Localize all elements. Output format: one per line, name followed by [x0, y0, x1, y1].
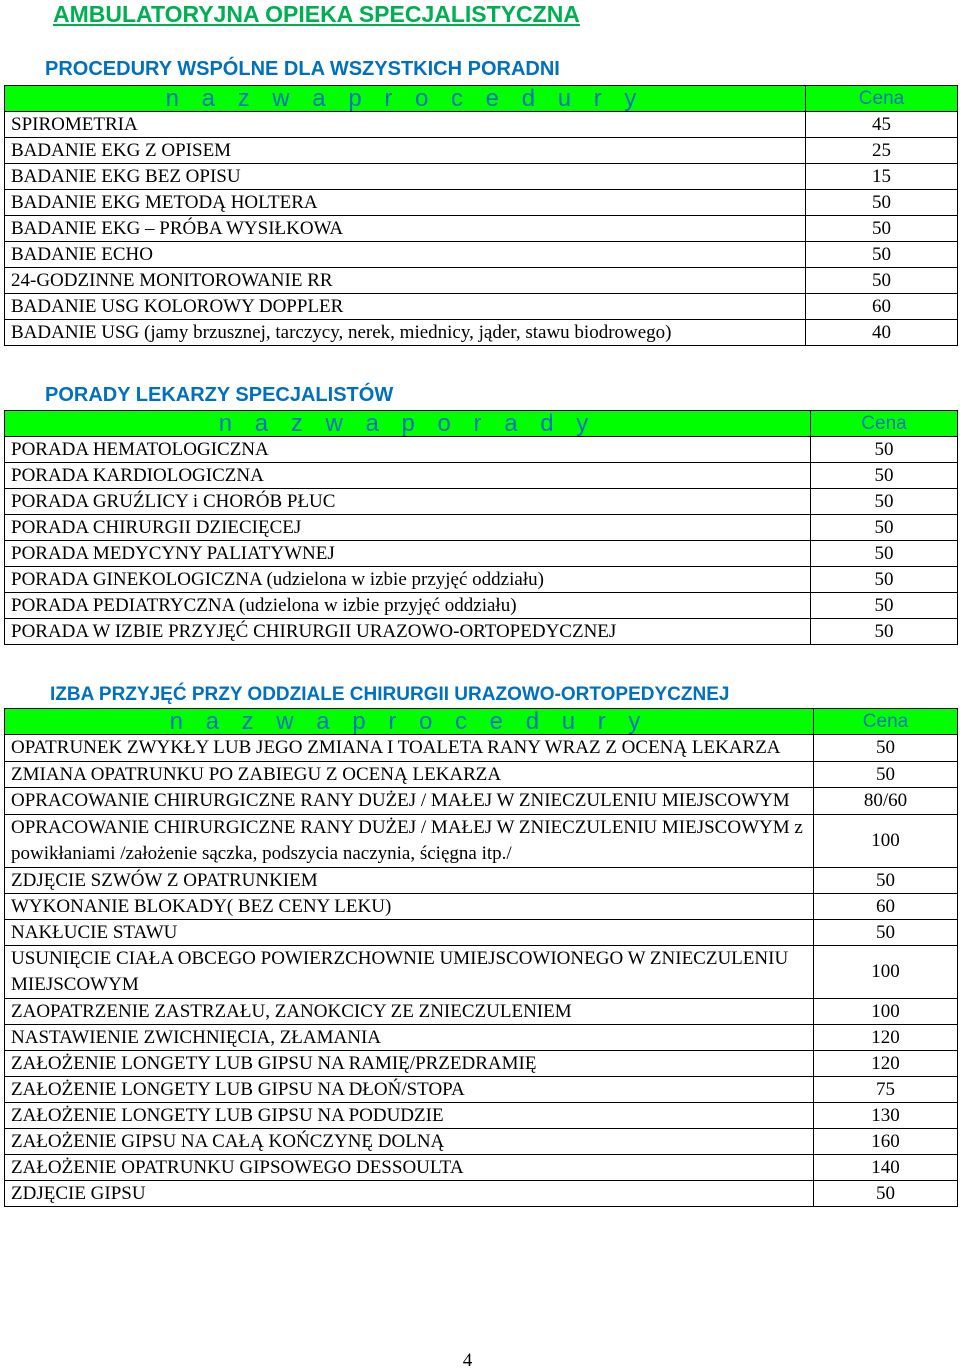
item-price: 15	[806, 164, 958, 190]
item-price: 40	[806, 320, 958, 346]
table-row	[5, 216, 958, 242]
table-row	[5, 1155, 958, 1181]
item-name: PORADA KARDIOLOGICZNA	[5, 463, 811, 489]
table-row	[5, 946, 958, 999]
item-price: 50	[811, 593, 958, 619]
header-procedure-name: n a z w a p r o c e d u r y	[5, 86, 806, 112]
item-price: 45	[806, 112, 958, 138]
item-name: OPRACOWANIE CHIRURGICZNE RANY DUŻEJ / MAŁEJ W ZNIECZULENIU MIEJSCOWYM	[5, 788, 814, 815]
table-row	[5, 815, 958, 868]
item-name: NAKŁUCIE STAWU	[5, 920, 814, 946]
section-title-common-procedures: PROCEDURY WSPÓLNE DLA WSZYSTKICH PORADNI	[45, 58, 560, 80]
item-name: PORADA CHIRURGII DZIECIĘCEJ	[5, 515, 811, 541]
item-price: 50	[814, 868, 958, 894]
table-row	[5, 190, 958, 216]
item-price: 50	[811, 567, 958, 593]
item-name: USUNIĘCIE CIAŁA OBCEGO POWIERZCHOWNIE UMIEJSCOWIONEGO W ZNIECZULENIU MIEJSCOWYM	[5, 946, 814, 999]
item-name: ZAOPATRZENIE ZASTRZAŁU, ZANOKCICY ZE ZNIECZULENIEM	[5, 999, 814, 1025]
item-price: 160	[814, 1129, 958, 1155]
table-row	[5, 1025, 958, 1051]
table-row	[5, 593, 958, 619]
table-row	[5, 437, 958, 463]
table-row	[5, 735, 958, 762]
item-price: 75	[814, 1077, 958, 1103]
item-name: ZAŁOŻENIE LONGETY LUB GIPSU NA PODUDZIE	[5, 1103, 814, 1129]
item-name: BADANIE USG KOLOROWY DOPPLER	[5, 294, 806, 320]
item-name: ZDJĘCIE SZWÓW Z OPATRUNKIEM	[5, 868, 814, 894]
table-header-row	[5, 411, 958, 437]
item-name: PORADA GINEKOLOGICZNA (udzielona w izbie przyjęć oddziału)	[5, 567, 811, 593]
table-row	[5, 268, 958, 294]
table-row	[5, 788, 958, 815]
table-row	[5, 762, 958, 788]
item-price: 50	[814, 762, 958, 788]
item-price: 140	[814, 1155, 958, 1181]
item-name: SPIROMETRIA	[5, 112, 806, 138]
item-price: 50	[814, 735, 958, 762]
item-price: 50	[811, 489, 958, 515]
item-price: 100	[814, 999, 958, 1025]
table-row	[5, 164, 958, 190]
table-row	[5, 1181, 958, 1207]
item-price: 80/60	[814, 788, 958, 815]
item-name: PORADA W IZBIE PRZYJĘĆ CHIRURGII URAZOWO-ORTOPEDYCZNEJ	[5, 619, 811, 645]
item-price: 120	[814, 1051, 958, 1077]
header-price: Cena	[811, 411, 958, 437]
item-price: 50	[811, 515, 958, 541]
item-name: PORADA GRUŹLICY i CHORÓB PŁUC	[5, 489, 811, 515]
item-name: ZAŁOŻENIE GIPSU NA CAŁĄ KOŃCZYNĘ DOLNĄ	[5, 1129, 814, 1155]
item-name: ZAŁOŻENIE LONGETY LUB GIPSU NA RAMIĘ/PRZEDRAMIĘ	[5, 1051, 814, 1077]
item-price: 50	[806, 268, 958, 294]
item-name: PORADA HEMATOLOGICZNA	[5, 437, 811, 463]
table-row	[5, 242, 958, 268]
table-row	[5, 619, 958, 645]
table-row	[5, 1103, 958, 1129]
item-price: 100	[814, 946, 958, 999]
item-name: ZDJĘCIE GIPSU	[5, 1181, 814, 1207]
specialist-consultations-table	[4, 410, 958, 645]
table-row	[5, 489, 958, 515]
item-name: OPATRUNEK ZWYKŁY LUB JEGO ZMIANA I TOALETA RANY WRAZ Z OCENĄ LEKARZA	[5, 735, 814, 762]
item-price: 25	[806, 138, 958, 164]
item-price: 130	[814, 1103, 958, 1129]
item-name: 24-GODZINNE MONITOROWANIE RR	[5, 268, 806, 294]
table-row	[5, 138, 958, 164]
section-title-emergency-room: IZBA PRZYJĘĆ PRZY ODDZIALE CHIRURGII URAZOWO-ORTOPEDYCZNEJ	[50, 684, 730, 705]
item-price: 50	[814, 920, 958, 946]
item-price: 50	[814, 1181, 958, 1207]
table-row	[5, 868, 958, 894]
item-name: WYKONANIE BLOKADY( BEZ CENY LEKU)	[5, 894, 814, 920]
section-title-specialist-consultations: PORADY LEKARZY SPECJALISTÓW	[45, 384, 394, 406]
item-name: BADANIE ECHO	[5, 242, 806, 268]
item-name: BADANIE EKG Z OPISEM	[5, 138, 806, 164]
header-price: Cena	[806, 86, 958, 112]
item-name: PORADA PEDIATRYCZNA (udzielona w izbie przyjęć oddziału)	[5, 593, 811, 619]
item-name: ZAŁOŻENIE OPATRUNKU GIPSOWEGO DESSOULTA	[5, 1155, 814, 1181]
item-price: 100	[814, 815, 958, 868]
item-name: BADANIE EKG – PRÓBA WYSIŁKOWA	[5, 216, 806, 242]
header-consultation-name: n a z w a p o r a d y	[5, 411, 811, 437]
item-name: ZAŁOŻENIE LONGETY LUB GIPSU NA DŁOŃ/STOPA	[5, 1077, 814, 1103]
item-name: BADANIE EKG METODĄ HOLTERA	[5, 190, 806, 216]
table-row	[5, 463, 958, 489]
page-title: AMBULATORYJNA OPIEKA SPECJALISTYCZNA	[53, 1, 580, 27]
item-price: 120	[814, 1025, 958, 1051]
item-name: ZMIANA OPATRUNKU PO ZABIEGU Z OCENĄ LEKARZA	[5, 762, 814, 788]
item-name: BADANIE EKG BEZ OPISU	[5, 164, 806, 190]
emergency-room-table	[4, 708, 958, 1207]
item-price: 50	[806, 190, 958, 216]
item-price: 50	[806, 242, 958, 268]
table-row	[5, 894, 958, 920]
header-price: Cena	[814, 709, 958, 735]
table-row	[5, 112, 958, 138]
item-price: 50	[811, 619, 958, 645]
item-price: 60	[806, 294, 958, 320]
table-header-row	[5, 709, 958, 735]
table-row	[5, 1077, 958, 1103]
table-row	[5, 320, 958, 346]
item-name: OPRACOWANIE CHIRURGICZNE RANY DUŻEJ / MAŁEJ W ZNIECZULENIU MIEJSCOWYM z powikłaniami /założenie sączka, podszycia naczynia, ścięgna itp./	[5, 815, 814, 868]
item-price: 50	[811, 541, 958, 567]
table-row	[5, 999, 958, 1025]
item-price: 50	[806, 216, 958, 242]
item-name: BADANIE USG (jamy brzusznej, tarczycy, nerek, miednicy, jąder, stawu biodrowego)	[5, 320, 806, 346]
table-row	[5, 541, 958, 567]
table-row	[5, 1129, 958, 1155]
table-header-row	[5, 86, 958, 112]
table-row	[5, 294, 958, 320]
header-procedure-name: n a z w a p r o c e d u r y	[5, 709, 814, 735]
item-price: 50	[811, 463, 958, 489]
page-number: 4	[462, 1350, 473, 1371]
item-price: 50	[811, 437, 958, 463]
item-name: NASTAWIENIE ZWICHNIĘCIA, ZŁAMANIA	[5, 1025, 814, 1051]
common-procedures-table	[4, 85, 958, 346]
item-price: 60	[814, 894, 958, 920]
table-row	[5, 567, 958, 593]
table-row	[5, 1051, 958, 1077]
table-row	[5, 920, 958, 946]
table-row	[5, 515, 958, 541]
item-name: PORADA MEDYCYNY PALIATYWNEJ	[5, 541, 811, 567]
